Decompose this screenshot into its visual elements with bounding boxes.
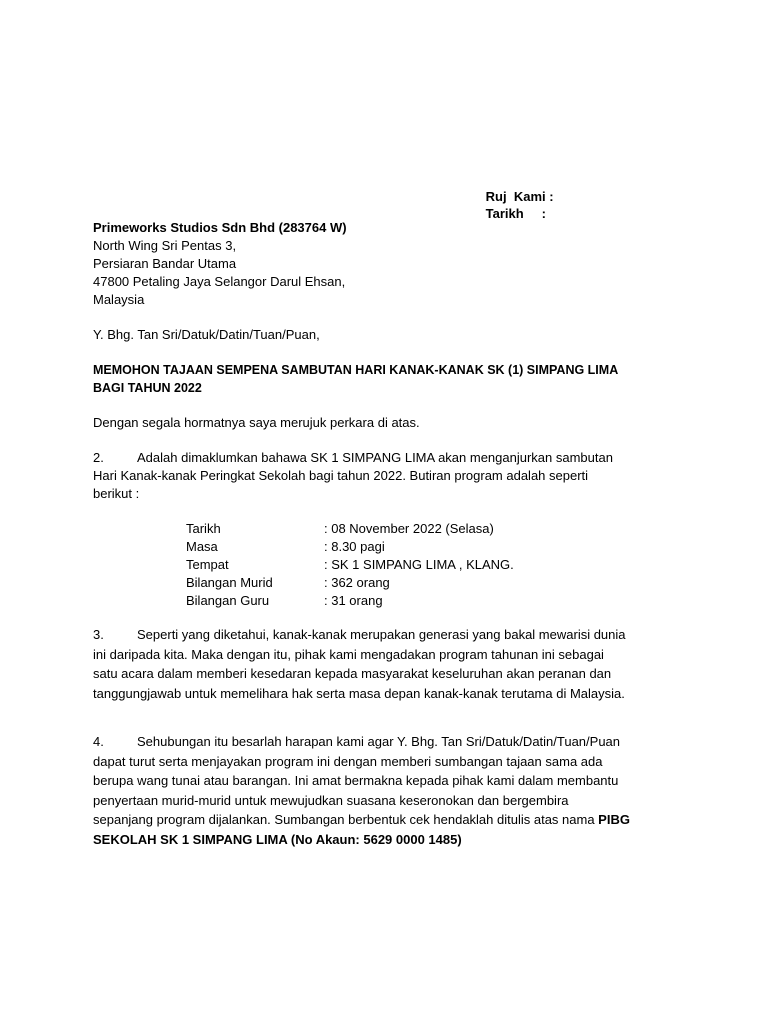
paragraph-4 xyxy=(93,733,683,850)
detail-label: Tempat xyxy=(186,557,229,572)
paragraph-number: 4. xyxy=(93,734,104,749)
paragraph-number: 3. xyxy=(93,627,104,642)
recipient-address-line: Persiaran Bandar Utama xyxy=(93,256,237,271)
paragraph-number: 2. xyxy=(93,450,104,465)
paragraph-2 xyxy=(93,449,683,503)
detail-value: : 08 November 2022 (Selasa) xyxy=(324,521,494,536)
detail-row xyxy=(186,538,514,556)
program-details xyxy=(186,520,514,610)
reference-block xyxy=(464,170,554,221)
account-name-bold: PIBG xyxy=(598,812,630,827)
recipient-address-line: Malaysia xyxy=(93,292,145,307)
detail-label: Bilangan Murid xyxy=(186,575,273,590)
subject-line: BAGI TAHUN 2022 xyxy=(93,381,202,395)
recipient-name: Primeworks Studios Sdn Bhd (283764 W) xyxy=(93,220,347,235)
detail-row xyxy=(186,520,514,538)
recipient-address-line: 47800 Petaling Jaya Selangor Darul Ehsan, xyxy=(93,274,346,289)
paragraph-line: dapat turut serta menjayakan program ini dengan memberi sumbangan tajaan sama ada xyxy=(93,753,603,769)
paragraph-line: Sehubungan itu besarlah harapan kami agar Y. Bhg. Tan Sri/Datuk/Datin/Tuan/Puan xyxy=(137,734,621,749)
account-details: SEKOLAH SK 1 SIMPANG LIMA (No Akaun: 5629 0000 1485) xyxy=(93,831,462,847)
recipient-block xyxy=(93,219,683,309)
paragraph-line: Seperti yang diketahui, kanak-kanak merupakan generasi yang bakal mewarisi dunia xyxy=(137,627,626,642)
detail-label: Bilangan Guru xyxy=(186,593,270,608)
recipient-address-line: North Wing Sri Pentas 3, xyxy=(93,238,237,253)
detail-row xyxy=(186,556,514,574)
paragraph-line: Adalah dimaklumkan bahawa SK 1 SIMPANG LIMA akan menganjurkan sambutan xyxy=(137,450,613,465)
paragraph-line: satu acara dalam memberi kesedaran kepada masyarakat keseluruhan akan peranan dan xyxy=(93,666,612,681)
ref-ruj-label: Ruj Kami : xyxy=(485,189,554,204)
detail-label: Masa xyxy=(186,539,218,554)
paragraph-line: sepanjang program dijalankan. Sumbangan berbentuk cek hendaklah ditulis atas nama xyxy=(93,812,599,827)
detail-value: : 362 orang xyxy=(324,575,390,590)
detail-value: : 31 orang xyxy=(324,593,383,608)
salutation: Y. Bhg. Tan Sri/Datuk/Datin/Tuan/Puan, xyxy=(93,327,320,342)
paragraph-line: berupa wang tunai atau barangan. Ini amat bermakna kepada pihak kami dalam membantu xyxy=(93,773,619,788)
paragraph-line: tanggungjawab untuk memelihara hak serta masa depan kanak-kanak terutama di Malaysia. xyxy=(93,685,625,701)
ref-tarikh-label: Tarikh xyxy=(485,206,524,221)
paragraph-line: ini daripada kita. Maka dengan itu, pihak kami mengadakan program tahunan ini sebagai xyxy=(93,646,604,662)
detail-row xyxy=(186,574,514,592)
paragraph-3 xyxy=(93,626,683,704)
subject-line: MEMOHON TAJAAN SEMPENA SAMBUTAN HARI KANAK-KANAK SK (1) SIMPANG LIMA xyxy=(93,363,619,377)
detail-value: : 8.30 pagi xyxy=(324,539,385,554)
ref-ruj-row xyxy=(464,170,554,204)
ref-tarikh-colon: : xyxy=(541,206,547,221)
opening-line: Dengan segala hormatnya saya merujuk perkara di atas. xyxy=(93,415,420,430)
paragraph-line: berikut : xyxy=(93,486,140,501)
detail-label: Tarikh xyxy=(186,521,221,536)
paragraph-line: penyertaan murid-murid untuk mewujudkan suasana keseronokan dan bergembira xyxy=(93,792,569,808)
subject-block xyxy=(93,361,683,397)
detail-row xyxy=(186,592,514,610)
paragraph-line: Hari Kanak-kanak Peringkat Sekolah bagi tahun 2022. Butiran program adalah seperti xyxy=(93,468,589,483)
detail-value: : SK 1 SIMPANG LIMA , KLANG. xyxy=(324,557,514,572)
